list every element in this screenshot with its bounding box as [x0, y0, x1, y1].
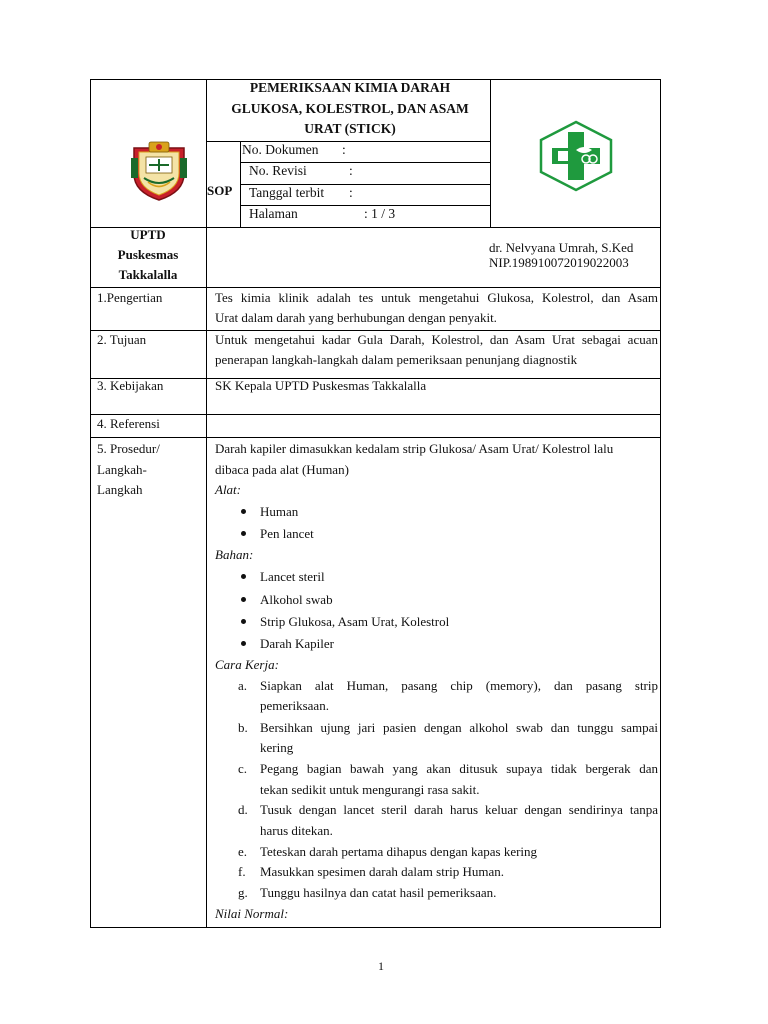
- bullet-icon: [241, 641, 246, 646]
- bahan-item: Strip Glukosa, Asam Urat, Kolestrol: [260, 614, 450, 629]
- step-line: Tusuk dengan lancet steril darah harus keluar dengan sendirinya tanpa: [260, 802, 658, 817]
- org-line-2: Puskesmas: [117, 247, 179, 262]
- step-line: Siapkan alat Human, pasang chip (memory), dan pasang strip: [260, 678, 658, 693]
- signer-name: dr. Nelvyana Umrah, S.Ked: [489, 240, 634, 255]
- issue-date-label: Tanggal terbit: [249, 185, 325, 200]
- step-marker: c.: [238, 761, 248, 776]
- emblem-icon: [128, 138, 190, 202]
- prosedur-intro-1: Darah kapiler dimasukkan kedalam strip Glukosa/ Asam Urat/ Kolestrol lalu: [215, 441, 614, 456]
- section-pengertian-label: 1.Pengertian: [97, 290, 163, 305]
- issue-date-value: :: [349, 185, 353, 200]
- step-marker: b.: [238, 720, 248, 735]
- tujuan-line-1: Untuk mengetahui kadar Gula Darah, Kolestrol, dan Asam Urat sebagai acuan: [215, 332, 658, 347]
- bahan-heading: Bahan:: [215, 547, 254, 562]
- step-line: kering: [260, 740, 294, 755]
- revision-value: :: [349, 163, 353, 178]
- section-kebijakan-label: 3. Kebijakan: [97, 378, 164, 393]
- bullet-icon: [241, 509, 246, 514]
- org-line-3: Takkalalla: [118, 267, 178, 282]
- cara-kerja-heading: Cara Kerja:: [215, 657, 279, 672]
- org-line-1: UPTD: [130, 227, 166, 242]
- step-line: Teteskan darah pertama dihapus dengan kapas kering: [260, 844, 538, 859]
- puskesmas-logo: [538, 120, 614, 192]
- sop-label: SOP: [207, 183, 233, 198]
- step-line: tekan sedikit untuk mengurangi rasa sakit.: [260, 782, 480, 797]
- signer-nip: NIP.198910072019022003: [489, 255, 629, 270]
- bullet-icon: [241, 574, 246, 579]
- government-emblem-logo: [128, 138, 190, 202]
- revision-label: No. Revisi: [249, 163, 307, 178]
- doc-number-label: No. Dokumen: [242, 142, 319, 157]
- alat-item: Pen lancet: [260, 526, 314, 541]
- pengertian-line-2: Urat dalam darah yang berhubungan dengan penyakit.: [215, 310, 497, 325]
- doc-number-value: :: [342, 142, 346, 157]
- section-prosedur-label-3: Langkah: [97, 482, 143, 497]
- prosedur-intro-2: dibaca pada alat (Human): [215, 462, 349, 477]
- bahan-item: Alkohol swab: [260, 592, 333, 607]
- section-prosedur-label-2: Langkah-: [97, 462, 147, 477]
- tujuan-line-2: penerapan langkah-langkah dalam pemeriksaan penunjang diagnostik: [215, 352, 578, 367]
- step-marker: g.: [238, 885, 248, 900]
- pengertian-line-1: Tes kimia klinik adalah tes untuk mengetahui Glukosa, Kolestrol, dan Asam: [215, 290, 658, 305]
- step-marker: e.: [238, 844, 248, 859]
- puskesmas-cross-icon: [538, 120, 614, 192]
- bahan-item: Lancet steril: [260, 569, 325, 584]
- page-value: : 1 / 3: [364, 206, 396, 221]
- alat-heading: Alat:: [215, 482, 241, 497]
- step-marker: d.: [238, 802, 248, 817]
- section-referensi-label: 4. Referensi: [97, 416, 160, 431]
- page-label: Halaman: [249, 206, 298, 221]
- bullet-icon: [241, 597, 246, 602]
- step-line: harus ditekan.: [260, 823, 333, 838]
- step-marker: a.: [238, 678, 248, 693]
- nilai-normal-heading: Nilai Normal:: [215, 906, 289, 921]
- section-tujuan-label: 2. Tujuan: [97, 332, 147, 347]
- step-line: Bersihkan ujung jari pasien dengan alkohol swab dan tunggu sampai: [260, 720, 658, 735]
- step-marker: f.: [238, 864, 246, 879]
- alat-item: Human: [260, 504, 299, 519]
- bahan-item: Darah Kapiler: [260, 636, 334, 651]
- step-line: Masukkan spesimen darah dalam strip Human.: [260, 864, 505, 879]
- step-line: Tunggu hasilnya dan catat hasil pemeriksaan.: [260, 885, 497, 900]
- kebijakan-text: SK Kepala UPTD Puskesmas Takkalalla: [215, 378, 427, 393]
- bullet-icon: [241, 531, 246, 536]
- sop-title: PEMERIKSAAN KIMIA DARAH GLUKOSA, KOLESTROL, DAN ASAM URAT (STICK): [231, 80, 469, 136]
- step-line: pemeriksaan.: [260, 698, 329, 713]
- bullet-icon: [241, 619, 246, 624]
- section-prosedur-label-1: 5. Prosedur/: [97, 441, 160, 456]
- page-number: 1: [378, 959, 384, 973]
- step-line: Pegang bagian bawah yang akan ditusuk supaya tidak bergerak dan: [260, 761, 658, 776]
